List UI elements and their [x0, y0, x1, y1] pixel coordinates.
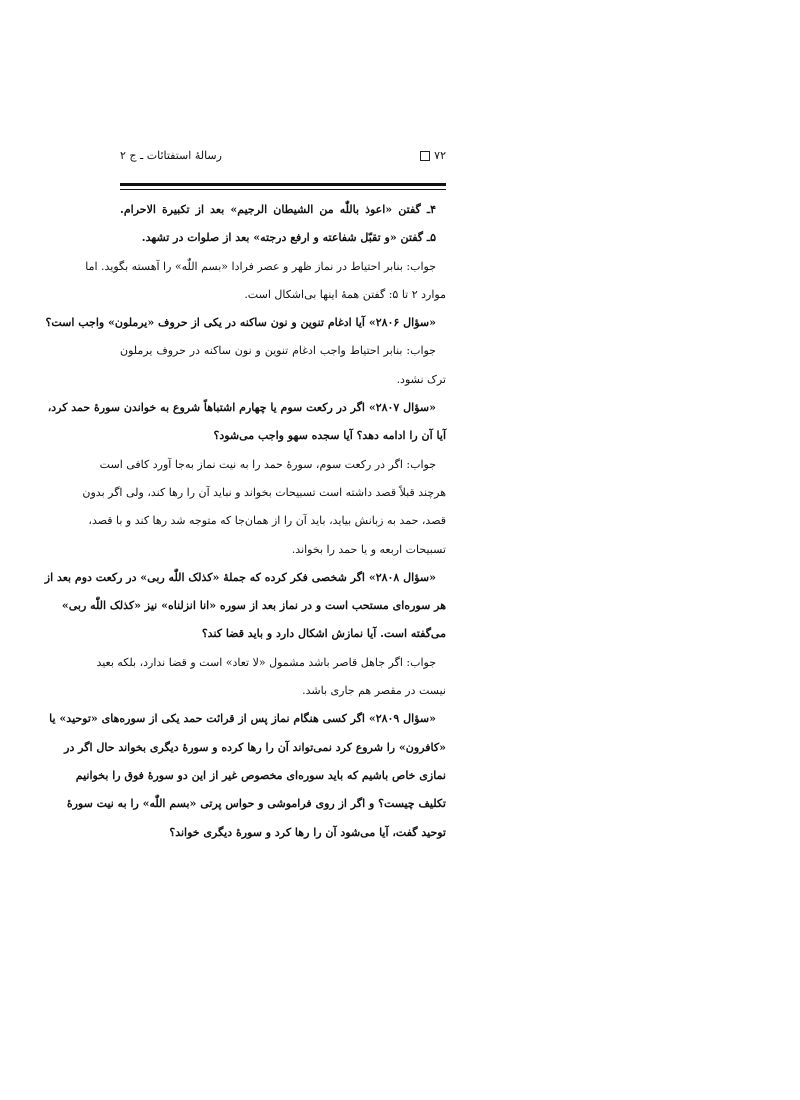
body-line: هرچند قبلاً قصد داشته است تسبیحات بخواند و نباید آن را رها کند، ولی اگر بدون — [82, 485, 446, 499]
book-title: رسالهٔ استفتائات ـ ج ۲ — [120, 149, 222, 162]
body-line: جواب: اگر در رکعت سوم، سورهٔ حمد را به نیت نماز به‌جا آورد کافی است — [99, 457, 436, 471]
body-line: ۵ـ گفتن «و تقبّل شفاعته و ارفع درجته» بعد از صلوات در تشهد. — [141, 231, 436, 245]
running-header — [120, 145, 446, 171]
page-number: ۷۲ — [434, 149, 446, 162]
body-line: جواب: بنابر احتیاط واجب ادغام تنوین و نون ساکنه در حروف یرملون — [120, 344, 436, 358]
body-line: موارد ۲ تا ۵: گفتن همهٔ اینها بی‌اشکال است. — [244, 287, 446, 301]
body-line: هر سوره‌ای مستحب است و در نماز بعد از سوره «انا انزلناه» نیز «کذلک اللّٰه ربی» — [61, 599, 446, 613]
body-line: آیا آن را ادامه دهد؟ آیا سجده سهو واجب می‌شود؟ — [213, 429, 446, 443]
page-number-group — [420, 149, 446, 162]
header-rule-thin — [120, 189, 446, 190]
body-line: نمازی خاص باشیم که باید سوره‌ای مخصوص غیر از این دو سورهٔ فوق را بخوانیم — [75, 768, 446, 782]
body-line: «سؤال ۲۸۰۹» اگر کسی هنگام نماز پس از قرائت حمد یکی از سوره‌های «توحید» یا — [49, 712, 436, 726]
body-line: جواب: بنابر احتیاط در نماز ظهر و عصر فرادا «بسم اللّٰه» را آهسته بگوید. اما — [85, 259, 436, 273]
header-rule-thick — [120, 183, 446, 186]
body-line: جواب: اگر جاهل قاصر باشد مشمول «لا تعاد» است و قضا ندارد، بلکه بعید — [96, 655, 436, 669]
body-line: تکلیف چیست؟ و اگر از روی فراموشی و حواس پرتی «بسم اللّٰه» را به نیت سورهٔ — [66, 797, 446, 811]
body-line: توحید گفت، آیا می‌شود آن را رها کرد و سورهٔ دیگری خواند؟ — [169, 825, 446, 839]
square-ornament-icon — [420, 151, 430, 161]
body-line: تسبیحات اربعه و یا حمد را بخواند. — [291, 542, 446, 556]
body-line: نیست در مقصر هم جاری باشد. — [302, 684, 446, 698]
page-body — [44, 196, 446, 847]
body-line: قصد، حمد به زبانش بیاید، باید آن را از همان‌جا که متوجه شد رها کند و با قصد، — [88, 514, 446, 528]
book-page — [44, 145, 446, 1100]
body-line: «سؤال ۲۸۰۷» اگر در رکعت سوم یا چهارم اشتباهاً شروع به خواندن سورهٔ حمد کرد، — [47, 401, 436, 415]
body-line: «کافرون» را شروع کرد نمی‌تواند آن را رها کرده و سورهٔ دیگری بخواند حال اگر در — [64, 740, 446, 754]
body-line: «سؤال ۲۸۰۸» اگر شخصی فکر کرده که جملهٔ «کذلک اللّٰه ربی» در رکعت دوم بعد از — [44, 570, 436, 584]
body-line: می‌گفته است. آیا نمازش اشکال دارد و باید قضا کند؟ — [201, 627, 446, 641]
body-line: ترک نشود. — [396, 372, 446, 386]
body-line: «سؤال ۲۸۰۶» آیا ادغام تنوین و نون ساکنه در یکی از حروف «یرملون» واجب است؟ — [45, 316, 436, 330]
body-line: ۴ـ گفتن «اعوذ باللّٰه من الشیطان الرجیم» بعد از تکبیرة الاحرام. — [120, 203, 436, 216]
